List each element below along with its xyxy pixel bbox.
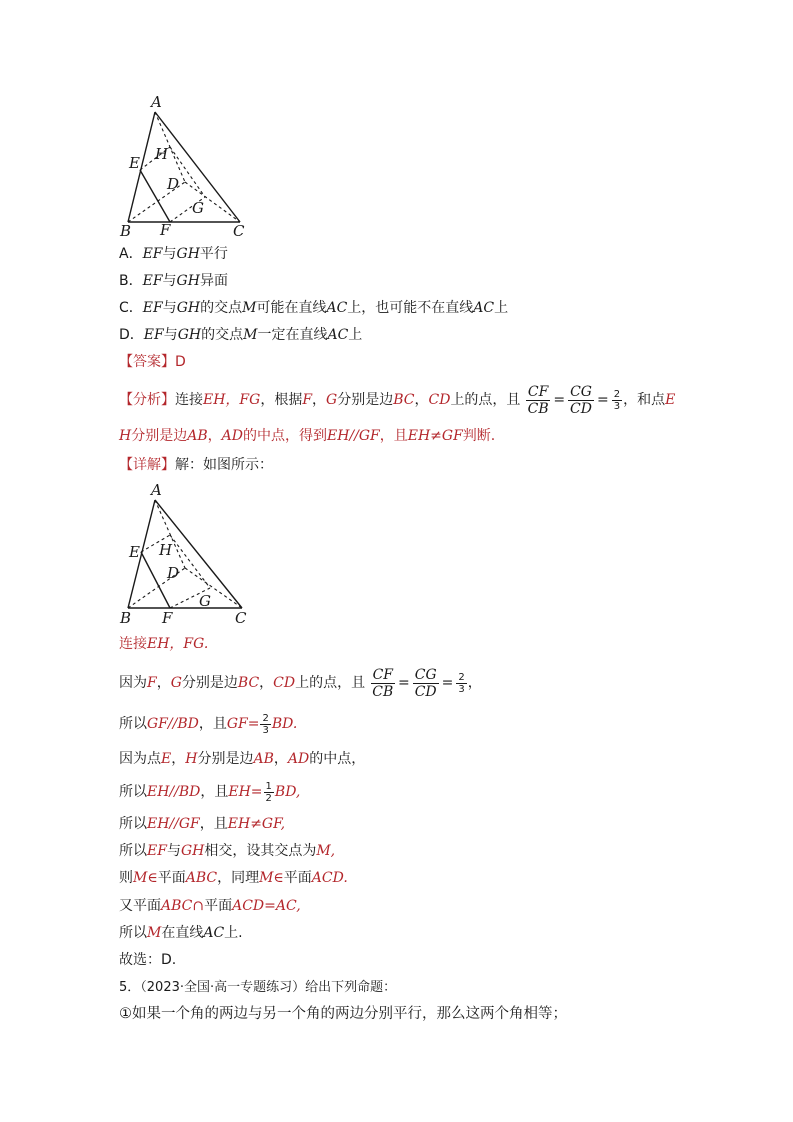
label-b: B [120,609,132,627]
analysis-line-2: H分别是边AB，AD的中点，得到EH//GF，且EH≠GF判断. [119,428,496,444]
label-g: G [192,199,204,217]
tetrahedron-figure-1 [115,92,255,237]
detail-step-1: 连接EH，FG. [119,636,209,652]
fraction-one-half: $\frac{1}{2}$ [265,780,272,804]
detail-step-5: 所以EH//BD，且EH= $\frac{1}{2}$ BD, [119,780,301,804]
label-a: A [151,93,162,111]
fraction-cf-cb: $\frac{CF}{CB}$ [372,666,394,700]
fraction-cf-cb: $\frac{CF}{CB}$ [527,383,549,417]
label-e: E [129,154,140,172]
option-d: D．EF与GH的交点M一定在直线AC上 [119,327,363,343]
option-c: C．EF与GH的交点M可能在直线AC上，也可能不在直线AC上 [119,300,509,316]
analysis-line-1: 【分析】连接EH，FG，根据F，G分别是边BC，CD上的点，且 $\frac{CF}{CB}$ = $\frac{CG}{CD}$ = $\frac{2}{3}$ ，和点E [119,383,676,417]
fraction-two-thirds: $\frac{2}{3}$ [262,712,269,736]
tetrahedron-figure-2 [115,480,255,630]
label-d: D [167,175,180,193]
analysis-label: 【分析】 [119,392,175,408]
label-h: H [159,541,173,559]
detail-step-2: 因为F，G分别是边BC，CD上的点，且 $\frac{CF}{CB}$ = $\frac{CG}{CD}$ = $\frac{2}{3}$ ， [119,666,482,700]
label-h: H [155,145,169,163]
detail-step-7: 所以EF与GH相交，设其交点为M, [119,843,336,859]
detail-label: 【详解】 [119,457,175,473]
label-d: D [167,564,180,582]
answer-value: D [175,354,186,370]
fraction-cg-cd: $\frac{CG}{CD}$ [414,666,437,700]
label-c: C [235,609,247,627]
detail-step-9: 又平面ABC∩平面ACD=AC, [119,898,301,914]
question-5-title: 5．（2023·全国·高一专题练习）给出下列命题： [119,980,397,995]
question-5-item-1: ①如果一个角的两边与另一个角的两边分别平行，那么这两个角相等； [119,1006,567,1022]
label-b: B [120,222,132,237]
option-b: B．EF与GH异面 [119,273,228,289]
label-c: C [233,222,245,237]
detail-step-8: 则M∈平面ABC，同理M∈平面ACD. [119,870,348,886]
fraction-two-thirds: $\frac{2}{3}$ [613,388,621,412]
option-a: A．EF与GH平行 [119,246,228,262]
detail-header: 【详解】解：如图所示： [119,457,273,473]
detail-step-3: 所以GF//BD，且GF= $\frac{2}{3}$ BD. [119,712,298,736]
detail-step-10: 所以M在直线AC上. [119,925,243,941]
answer-line [119,352,186,372]
label-g: G [199,592,211,610]
edge-cd [185,568,242,608]
fraction-two-thirds: $\frac{2}{3}$ [458,671,465,695]
detail-final: 故选：D. [119,952,177,968]
label-f: F [162,609,173,627]
segment-ef [141,552,170,608]
segment-ef [140,170,170,222]
detail-step-6: 所以EH//GF，且EH≠GF, [119,816,286,832]
answer-label: 【答案】 [119,354,175,370]
label-f: F [160,221,171,237]
detail-step-4: 因为点E，H分别是边AB，AD的中点， [119,751,366,767]
label-e: E [129,543,140,561]
fraction-cg-cd: $\frac{CG}{CD}$ [570,383,592,417]
label-a: A [151,481,162,499]
